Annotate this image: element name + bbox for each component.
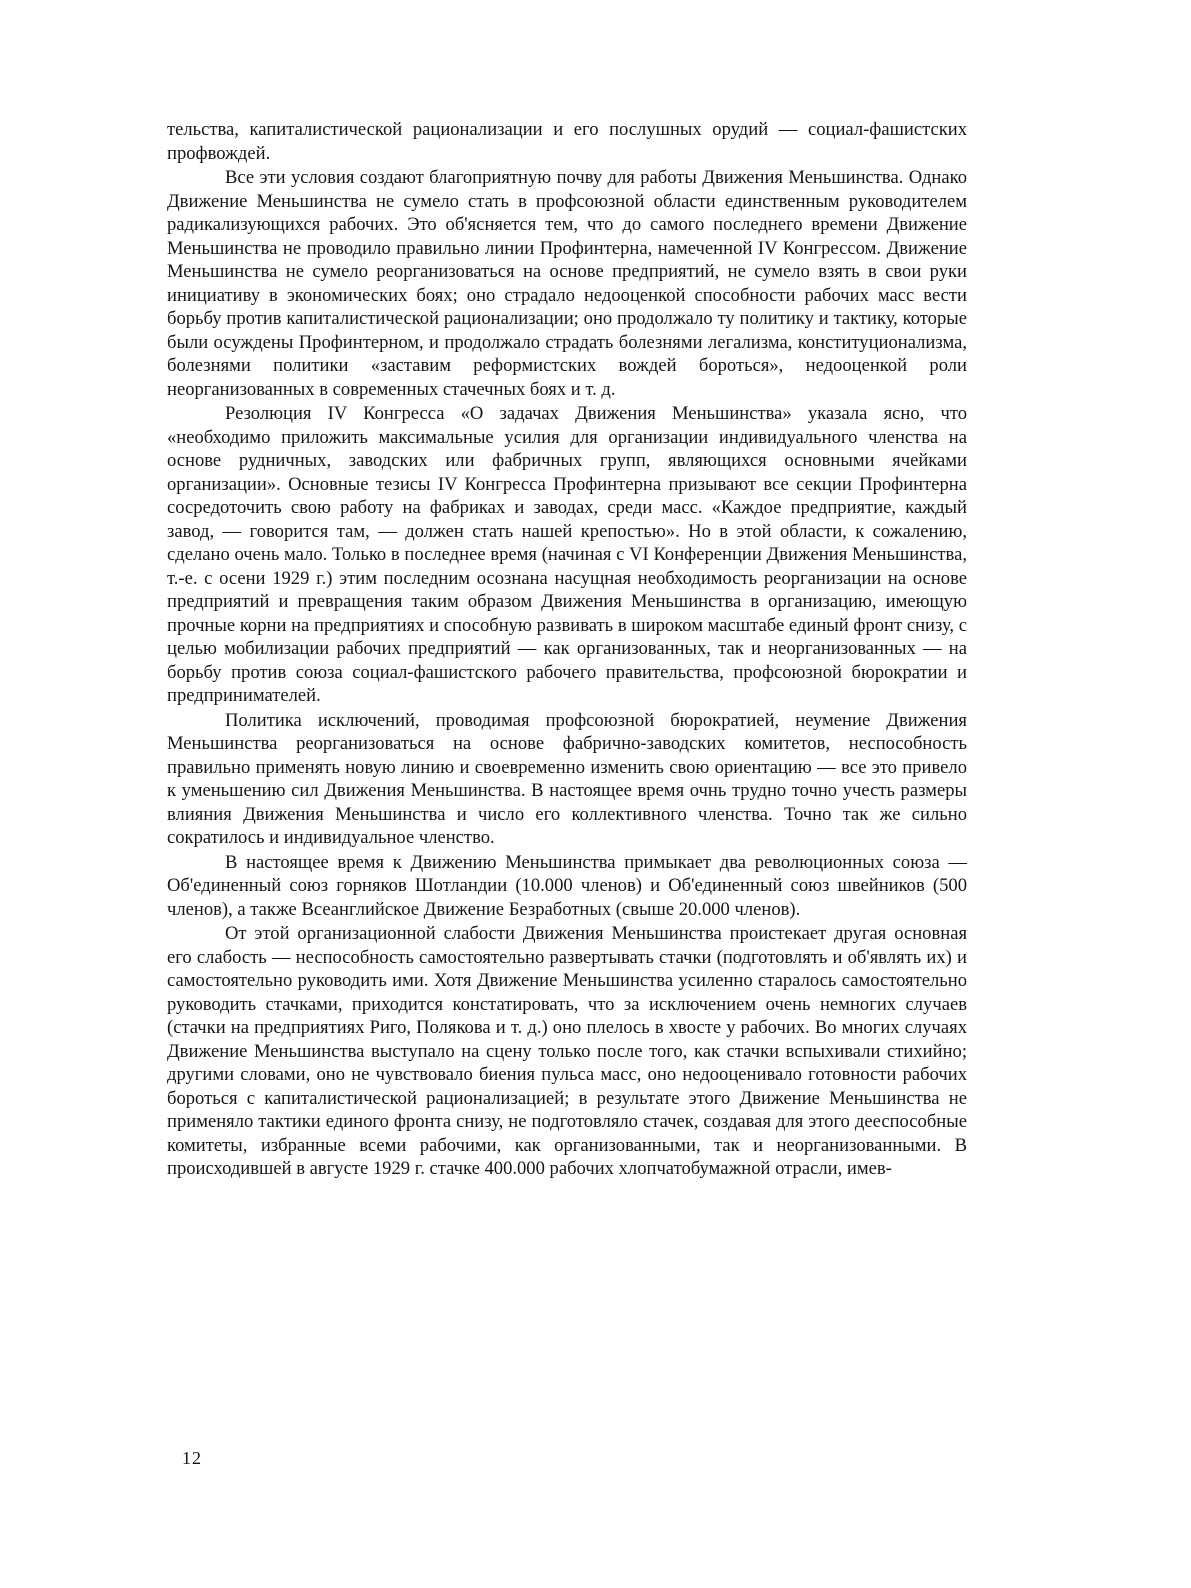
paragraph-1: тельства, капиталистической рационализации и его послушных орудий — социал-фашистских профвождей. <box>167 119 967 164</box>
paragraph-3: Резолюция IV Конгресса «О задачах Движения Меньшинства» указала ясно, что «необходимо приложить максимальные усилия для организации индивидуального членства на основе рудничных, заводских или фабричных групп, являющихся основными ячейками организации». Основные тезисы IV Конгресса Профинтерна призывают все секции Профинтерна сосредоточить свою работу на фабриках и заводах, среди масс. «Каждое предприятие, каждый завод, — говорится там, — должен стать нашей крепостью». Но в этой области, к сожалению, сделано очень мало. Только в последнее время (начиная с VI Конференции Движения Меньшинства, т.-е. с осени 1929 г.) этим последним осознана насущная необходимость реорганизации на основе предприятий и превращения таким образом Движения Меньшинства в организацию, имеющую прочные корни на предприятиях и способную развивать в широком масштабе единый фронт снизу, с целью мобилизации рабочих предприятий — как организованных, так и неорганизованных — на борьбу против союза социал-фашистского рабочего правительства, профсоюзной бюрократии и предпринимателей. <box>167 403 967 706</box>
paragraph-5: В настоящее время к Движению Меньшинства примыкает два революционных союза — Об'единенный союз горняков Шотландии (10.000 членов) и Об'единенный союз швейников (500 членов), а также Всеанглийское Движение Безработных (свыше 20.000 членов). <box>167 851 967 920</box>
paragraph-6: От этой организационной слабости Движения Меньшинства проистекает другая основная его слабость — неспособность самостоятельно развертывать стачки (подготовлять и об'являть их) и самостоятельно руководить ими. Хотя Движение Меньшинства усиленно старалось самостоятельно руководить стачками, приходится констатировать, что за исключением очень немногих случаев (стачки на предприятиях Риго, Полякова и т. д.) оно плелось в хвосте у рабочих. Во многих случаях Движение Меньшинства выступало на сцену только после того, как стачки вспыхивали стихийно; другими словами, оно не чувствовало биения пульса масс, оно недооценивало готовности рабочих бороться с капиталистической рационализацией; в результате этого Движение Меньшинства не применяло тактики единого фронта снизу, не подготовляло стачек, создавая для этого дееспособные комитеты, избранные всеми рабочими, как организованными, так и неорганизованными. В происходившей в августе 1929 г. стачке 400.000 рабочих хлопчатобумажной отрасли, имев- <box>167 923 967 1179</box>
body-text <box>167 118 967 1182</box>
paragraph-4: Политика исключений, проводимая профсоюзной бюрократией, неумение Движения Меньшинства реорганизоваться на основе фабрично-заводских комитетов, неспособность правильно применять новую линию и своевременно изменить свою ориентацию — все это привело к уменьшению сил Движения Меньшинства. В настоящее время очнь трудно точно учесть размеры влияния Движения Меньшинства и число его коллективного членства. Точно так же сильно сократилось и индивидуальное членство. <box>167 709 967 848</box>
paragraph-2: Все эти условия создают благоприятную почву для работы Движения Меньшинства. Однако Движение Меньшинства не сумело стать в профсоюзной области единственным руководителем радикализующихся рабочих. Это об'ясняется тем, что до самого последнего времени Движение Меньшинства не проводило правильно линии Профинтерна, намеченной IV Конгрессом. Движение Меньшинства не сумело реорганизоваться на основе предприятий, не сумело взять в свои руки инициативу в экономических боях; оно страдало недооценкой способности рабочих масс вести борьбу против капиталистической рационализации; оно продолжало ту политику и тактику, которые были осуждены Профинтерном, и продолжало страдать болезнями легализма, конституционализма, болезнями политики «заставим реформистских вождей бороться», недооценкой роли неорганизованных в современных стачечных боях и т. д. <box>167 167 967 400</box>
page-number: 12 <box>182 1448 202 1468</box>
